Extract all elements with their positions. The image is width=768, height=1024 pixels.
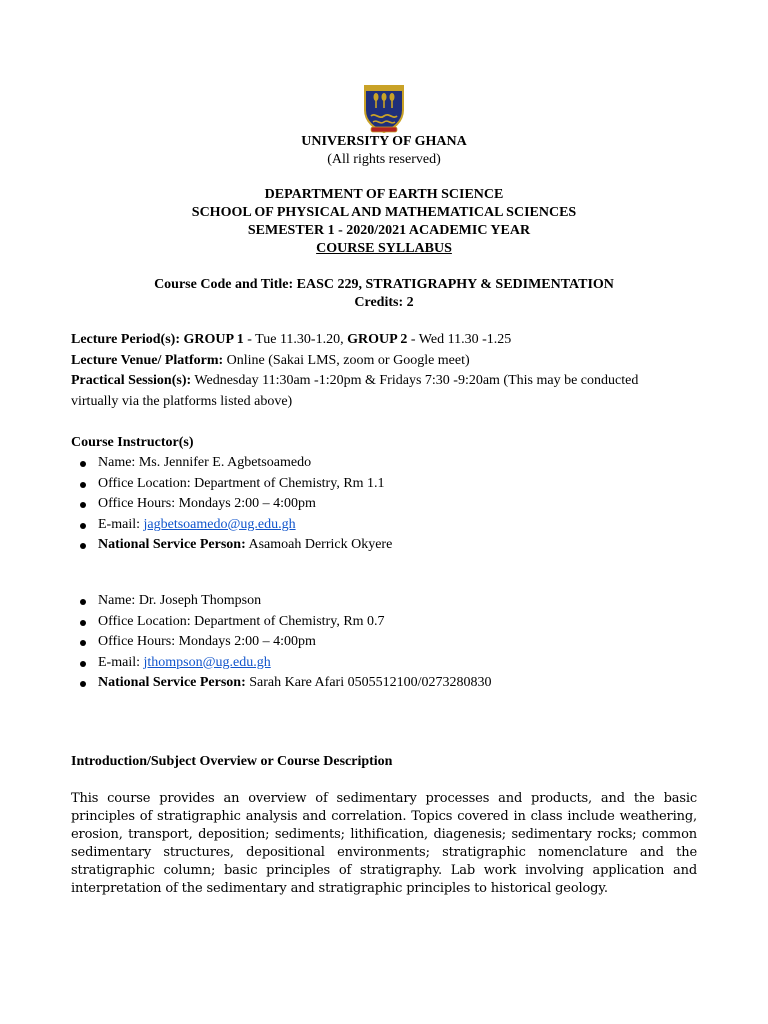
department-name: DEPARTMENT OF EARTH SCIENCE <box>264 187 504 202</box>
instructor-1-email-label: E-mail: <box>98 516 144 532</box>
practical-sessions-value: Wednesday 11:30am -1:20pm & Fridays 7:30 -9:20am (This may be conducted <box>191 373 639 388</box>
course-description-heading: Introduction/Subject Overview or Course Description <box>71 754 393 769</box>
instructor-2-email-link[interactable]: jthompson@ug.edu.gh <box>143 654 271 670</box>
school-name: SCHOOL OF PHYSICAL AND MATHEMATICAL SCIENCES <box>191 205 577 220</box>
instructor-1-office: Office Location: Department of Chemistry, Rm 1.1 <box>71 474 392 495</box>
instructor-2-email <box>71 653 491 674</box>
instructor-1-nsp-value: Asamoah Derrick Okyere <box>245 537 393 552</box>
instructor-2-office: Office Location: Department of Chemistry, Rm 0.7 <box>71 612 491 633</box>
course-credits: Credits: 2 <box>354 295 414 310</box>
instructor-1-email-link[interactable]: jagbetsoamedo@ug.edu.gh <box>143 516 296 532</box>
group2-label: GROUP 2 <box>347 332 408 347</box>
instructor-2-hours: Office Hours: Mondays 2:00 – 4:00pm <box>71 632 491 653</box>
lecture-periods-label: Lecture Period(s): <box>71 332 180 347</box>
instructor-2-name: Name: Dr. Joseph Thompson <box>71 591 491 612</box>
university-crest-logo <box>361 84 407 134</box>
group1-time: - Tue 11.30-1.20, <box>243 332 348 347</box>
instructor-2-nsp <box>71 673 491 694</box>
instructor-2-list <box>71 591 491 694</box>
practical-sessions-continued: virtually via the platforms listed above) <box>71 394 293 409</box>
instructor-1-nsp <box>71 535 392 556</box>
lecture-periods <box>71 330 511 350</box>
lecture-venue <box>71 351 470 371</box>
instructor-2-email-label: E-mail: <box>98 654 144 670</box>
instructors-heading: Course Instructor(s) <box>71 435 194 450</box>
instructor-1-name: Name: Ms. Jennifer E. Agbetsoamedo <box>71 453 392 474</box>
rights-notice: (All rights reserved) <box>327 152 441 167</box>
practical-sessions <box>71 371 638 391</box>
instructor-1-nsp-label: National Service Person: <box>98 537 246 552</box>
group1-label: GROUP 1 <box>183 332 244 347</box>
university-name: UNIVERSITY OF GHANA <box>301 134 467 149</box>
instructor-1-email <box>71 515 392 536</box>
lecture-venue-value: Online (Sakai LMS, zoom or Google meet) <box>223 353 470 368</box>
course-code-title: Course Code and Title: EASC 229, STRATIGRAPHY & SEDIMENTATION <box>154 277 614 292</box>
group2-time: - Wed 11.30 -1.25 <box>407 332 512 347</box>
instructor-1-list <box>71 453 392 556</box>
lecture-venue-label: Lecture Venue/ Platform: <box>71 353 224 368</box>
instructor-2-nsp-value: Sarah Kare Afari 0505512100/0273280830 <box>245 675 492 690</box>
practical-sessions-label: Practical Session(s): <box>71 373 192 388</box>
course-description-body: This course provides an overview of sedimentary processes and products, and the basic principles of stratigraphic analysis and correlation. Topics covered in class include weathering, erosion, transport, deposition; sediments; lithification, diagenesis; sedimentary rocks; common sedimentary structures, depositional environments; stratigraphic nomenclature and the stratigraphic column; basic principles of stratigraphy. Lab work involving application and interpretation of the sedimentary and stratigraphic principles to historical geology. <box>71 791 697 896</box>
instructor-1-hours: Office Hours: Mondays 2:00 – 4:00pm <box>71 494 392 515</box>
semester-line: SEMESTER 1 - 2020/2021 ACADEMIC YEAR <box>247 223 531 238</box>
syllabus-title: COURSE SYLLABUS <box>316 241 452 256</box>
instructor-2-nsp-label: National Service Person: <box>98 675 246 690</box>
